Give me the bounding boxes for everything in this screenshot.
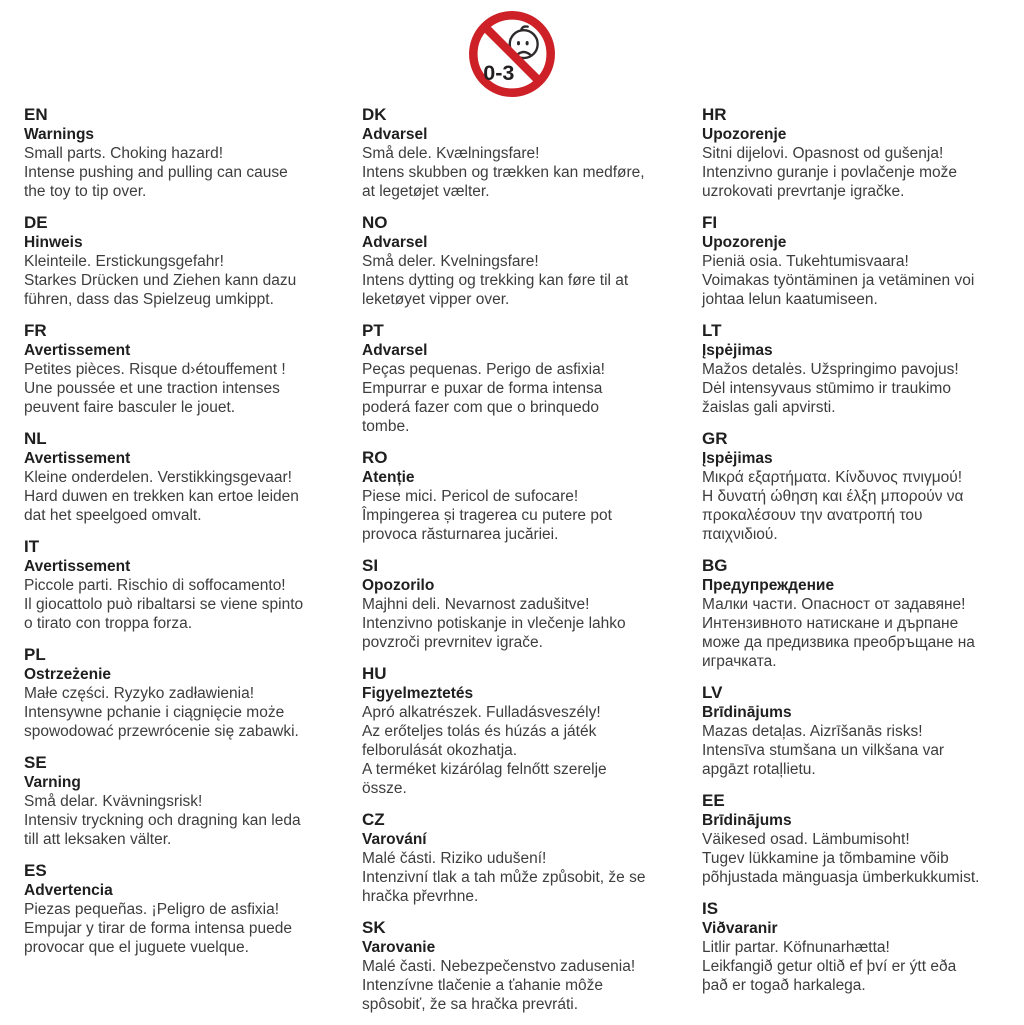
warning-block-dk xyxy=(362,104,688,201)
warning-body xyxy=(362,849,688,906)
warning-body xyxy=(24,900,348,957)
language-code: LV xyxy=(702,683,723,702)
warning-title: Viðvaranir xyxy=(702,920,778,937)
warning-block-de xyxy=(24,212,348,309)
language-code: PL xyxy=(24,645,46,664)
language-code: RO xyxy=(362,448,388,467)
warning-title: Предупреждение xyxy=(702,577,835,594)
warning-line: играчката. xyxy=(702,653,777,670)
age-warning-icon-row xyxy=(0,0,1024,96)
warning-line: може да предизвика преобръщане на xyxy=(702,634,975,651)
warning-title: Įspėjimas xyxy=(702,342,773,359)
warning-line: Małe części. Ryzyko zadławienia! xyxy=(24,685,255,702)
no-children-0-3-icon xyxy=(467,9,557,99)
language-code: EE xyxy=(702,791,725,810)
warning-title: Varování xyxy=(362,831,427,848)
warning-block-si xyxy=(362,555,688,652)
language-code: CZ xyxy=(362,810,385,829)
language-code: SE xyxy=(24,753,47,772)
warning-block-hr xyxy=(702,104,1010,201)
warning-body xyxy=(24,144,348,201)
warning-line: Intenzívne tlačenie a ťahanie môže xyxy=(362,977,604,994)
warning-title: Avertissement xyxy=(24,558,131,575)
warning-line: Intensīva stumšana un vilkšana var xyxy=(702,742,945,759)
warning-line: uzrokovati prevrtanje igračke. xyxy=(702,183,905,200)
warning-line: Tugev lükkamine ja tõmbamine võib xyxy=(702,850,949,867)
warning-body xyxy=(702,144,1010,201)
warning-line: Små deler. Kvelningsfare! xyxy=(362,253,539,270)
warning-title: Avertissement xyxy=(24,342,131,359)
warning-line: dat het speelgoed omvalt. xyxy=(24,507,202,524)
warning-line: Hard duwen en trekken kan ertoe leiden xyxy=(24,488,299,505)
warning-title: Advarsel xyxy=(362,342,428,359)
warning-line: poderá fazer com que o brinquedo xyxy=(362,399,599,416)
warning-line: leketøyet vipper over. xyxy=(362,291,510,308)
warning-line: Litlir partar. Köfnunarhætta! xyxy=(702,939,890,956)
warning-line: Piezas pequeñas. ¡Peligro de asfixia! xyxy=(24,901,280,918)
warning-title: Advarsel xyxy=(362,234,428,251)
warning-title: Figyelmeztetés xyxy=(362,685,474,702)
language-code: IT xyxy=(24,537,40,556)
warning-body xyxy=(362,252,688,309)
warning-block-it xyxy=(24,536,348,633)
warning-body xyxy=(362,703,688,798)
warning-body xyxy=(362,595,688,652)
warning-line: Интензивното натискане и дърпане xyxy=(702,615,959,632)
warning-line: það er togað harkalega. xyxy=(702,977,866,994)
warning-title: Ostrzeżenie xyxy=(24,666,112,683)
warning-line: Small parts. Choking hazard! xyxy=(24,145,224,162)
warning-line: hračka převrhne. xyxy=(362,888,479,905)
warning-line: Intens dytting og trekking kan føre til at xyxy=(362,272,629,289)
language-code: DK xyxy=(362,105,387,124)
warning-body xyxy=(362,144,688,201)
warning-line: Intens skubben og trækken kan medføre, xyxy=(362,164,645,181)
age-range-label: 0-3 xyxy=(483,60,515,86)
warning-block-pl xyxy=(24,644,348,741)
warning-title: Advertencia xyxy=(24,882,113,899)
warning-body xyxy=(702,468,1010,544)
warning-line: Voimakas työntäminen ja vetäminen voi xyxy=(702,272,975,289)
warning-line: spôsobiť, že sa hračka prevráti. xyxy=(362,996,579,1013)
warning-block-bg xyxy=(702,555,1010,671)
warning-line: peuvent faire basculer le jouet. xyxy=(24,399,236,416)
warning-line: Intense pushing and pulling can cause xyxy=(24,164,288,181)
warning-block-no xyxy=(362,212,688,309)
warning-body xyxy=(702,252,1010,309)
warning-line: A terméket kizárólag felnőtt szerelje xyxy=(362,761,607,778)
language-code: IS xyxy=(702,899,719,918)
warning-line: at legetøjet vælter. xyxy=(362,183,490,200)
warning-line: Intensywne pchanie i ciągnięcie może xyxy=(24,704,285,721)
warning-line: Intensiv tryckning och dragning kan leda xyxy=(24,812,301,829)
warning-line: Dėl intensyvaus stūmimo ir traukimo xyxy=(702,380,951,397)
warning-body xyxy=(702,722,1010,779)
warning-body xyxy=(702,938,1010,995)
warning-block-nl xyxy=(24,428,348,525)
warning-line: Piccole parti. Rischio di soffocamento! xyxy=(24,577,286,594)
language-code: SK xyxy=(362,918,386,937)
warning-line: Kleine onderdelen. Verstikkingsgevaar! xyxy=(24,469,292,486)
warning-line: Mazas detaļas. Aizrīšanās risks! xyxy=(702,723,923,740)
warnings-grid xyxy=(0,96,1024,1025)
warning-body xyxy=(24,576,348,633)
warning-title: Brīdinājums xyxy=(702,704,792,721)
warning-line: o tirato con troppa forza. xyxy=(24,615,193,632)
warning-line: the toy to tip over. xyxy=(24,183,147,200)
warning-line: Peças pequenas. Perigo de asfixia! xyxy=(362,361,605,378)
warning-line: Une poussée et une traction intenses xyxy=(24,380,280,397)
warning-line: Малки части. Опасност от задавяне! xyxy=(702,596,966,613)
warning-line: Împingerea și tragerea cu putere pot xyxy=(362,507,612,524)
warning-line: Majhni deli. Nevarnost zadušitve! xyxy=(362,596,590,613)
warning-body xyxy=(24,792,348,849)
warning-title: Avertissement xyxy=(24,450,131,467)
warning-line: Små delar. Kvävningsrisk! xyxy=(24,793,203,810)
warning-title: Warnings xyxy=(24,126,95,143)
warning-body xyxy=(24,252,348,309)
warning-block-es xyxy=(24,860,348,957)
warning-line: Väikesed osad. Lämbumisoht! xyxy=(702,831,910,848)
warning-title: Atenție xyxy=(362,469,415,486)
language-code: HU xyxy=(362,664,387,683)
warning-line: führen, dass das Spielzeug umkippt. xyxy=(24,291,274,308)
warning-line: apgāzt rotaļlietu. xyxy=(702,761,816,778)
language-code: EN xyxy=(24,105,48,124)
warning-line: Malé části. Riziko udušení! xyxy=(362,850,547,867)
warning-block-is xyxy=(702,898,1010,995)
warning-block-lv xyxy=(702,682,1010,779)
warning-block-sk xyxy=(362,917,688,1014)
language-code: SI xyxy=(362,556,379,575)
warning-block-en xyxy=(24,104,348,201)
warning-body xyxy=(702,360,1010,417)
warning-block-ro xyxy=(362,447,688,544)
warning-title: Įspėjimas xyxy=(702,450,773,467)
warning-block-se xyxy=(24,752,348,849)
warning-title: Opozorilo xyxy=(362,577,435,594)
warning-line: παιχνιδιού. xyxy=(702,526,778,543)
warning-title: Hinweis xyxy=(24,234,83,251)
warning-block-gr xyxy=(702,428,1010,544)
warning-block-ee xyxy=(702,790,1010,887)
warning-body xyxy=(702,830,1010,887)
warning-line: Pieniä osia. Tukehtumisvaara! xyxy=(702,253,909,270)
language-code: HR xyxy=(702,105,727,124)
warning-line: tombe. xyxy=(362,418,410,435)
warning-line: Sitni dijelovi. Opasnost od gušenja! xyxy=(702,145,944,162)
warning-line: till att leksaken välter. xyxy=(24,831,172,848)
warning-line: Intenzivno guranje i povlačenje može xyxy=(702,164,958,181)
warning-body xyxy=(24,468,348,525)
warning-body xyxy=(24,684,348,741)
warning-body xyxy=(362,360,688,436)
warning-title: Upozorenje xyxy=(702,234,787,251)
warnings-column-3 xyxy=(702,104,1024,1025)
language-code: NL xyxy=(24,429,47,448)
warning-title: Advarsel xyxy=(362,126,428,143)
warning-line: Kleinteile. Erstickungsgefahr! xyxy=(24,253,224,270)
warning-block-pt xyxy=(362,320,688,436)
warning-line: Leikfangið getur oltið ef því er ýtt eða xyxy=(702,958,957,975)
warning-line: Piese mici. Pericol de sufocare! xyxy=(362,488,579,505)
language-code: GR xyxy=(702,429,728,448)
warning-body xyxy=(24,360,348,417)
warning-line: provocar que el juguete vuelque. xyxy=(24,939,249,956)
warning-line: Malé časti. Nebezpečenstvo zadusenia! xyxy=(362,958,636,975)
warning-line: Små dele. Kvælningsfare! xyxy=(362,145,540,162)
warning-body xyxy=(702,595,1010,671)
language-code: LT xyxy=(702,321,722,340)
warning-block-fr xyxy=(24,320,348,417)
warning-line: põhjustada mänguasja ümberkukkumist. xyxy=(702,869,980,886)
warning-line: Petites pièces. Risque d›étouffement ! xyxy=(24,361,286,378)
language-code: NO xyxy=(362,213,388,232)
warning-line: Az erőteljes tolás és húzás a játék xyxy=(362,723,597,740)
warning-line: προκαλέσουν την ανατροπή του xyxy=(702,507,923,524)
warning-line: Empurrar e puxar de forma intensa xyxy=(362,380,603,397)
warning-title: Varovanie xyxy=(362,939,436,956)
warning-block-fi xyxy=(702,212,1010,309)
warning-block-hu xyxy=(362,663,688,798)
warning-title: Varning xyxy=(24,774,81,791)
warning-line: Apró alkatrészek. Fulladásveszély! xyxy=(362,704,601,721)
warning-line: össze. xyxy=(362,780,407,797)
warning-line: Mažos detalės. Užspringimo pavojus! xyxy=(702,361,959,378)
warnings-column-1 xyxy=(24,104,362,1025)
warning-line: žaislas gali apvirsti. xyxy=(702,399,836,416)
warning-block-cz xyxy=(362,809,688,906)
warning-block-lt xyxy=(702,320,1010,417)
warnings-column-2 xyxy=(362,104,702,1025)
warning-line: Intenzivno potiskanje in vlečenje lahko xyxy=(362,615,626,632)
warning-line: spowodować przewrócenie się zabawki. xyxy=(24,723,299,740)
warning-line: provoca răsturnarea jucăriei. xyxy=(362,526,559,543)
warning-line: johtaa lelun kaatumiseen. xyxy=(702,291,878,308)
warning-line: Il giocattolo può ribaltarsi se viene spinto xyxy=(24,596,304,613)
language-code: PT xyxy=(362,321,384,340)
language-code: DE xyxy=(24,213,48,232)
warning-line: Intenzivní tlak a tah může způsobit, že se xyxy=(362,869,646,886)
warning-line: felborulását okozhatja. xyxy=(362,742,518,759)
language-code: ES xyxy=(24,861,47,880)
warning-title: Brīdinājums xyxy=(702,812,792,829)
language-code: BG xyxy=(702,556,728,575)
warning-body xyxy=(362,487,688,544)
warning-title: Upozorenje xyxy=(702,126,787,143)
language-code: FR xyxy=(24,321,47,340)
warning-line: Empujar y tirar de forma intensa puede xyxy=(24,920,292,937)
language-code: FI xyxy=(702,213,718,232)
warning-body xyxy=(362,957,688,1014)
warning-line: povzroči prevrnitev igrače. xyxy=(362,634,543,651)
warning-line: Starkes Drücken und Ziehen kann dazu xyxy=(24,272,297,289)
baby-eyes xyxy=(517,41,529,45)
warning-line: Η δυνατή ώθηση και έλξη μπορούν να xyxy=(702,488,964,505)
warning-line: Μικρά εξαρτήματα. Κίνδυνος πνιγμού! xyxy=(702,469,963,486)
